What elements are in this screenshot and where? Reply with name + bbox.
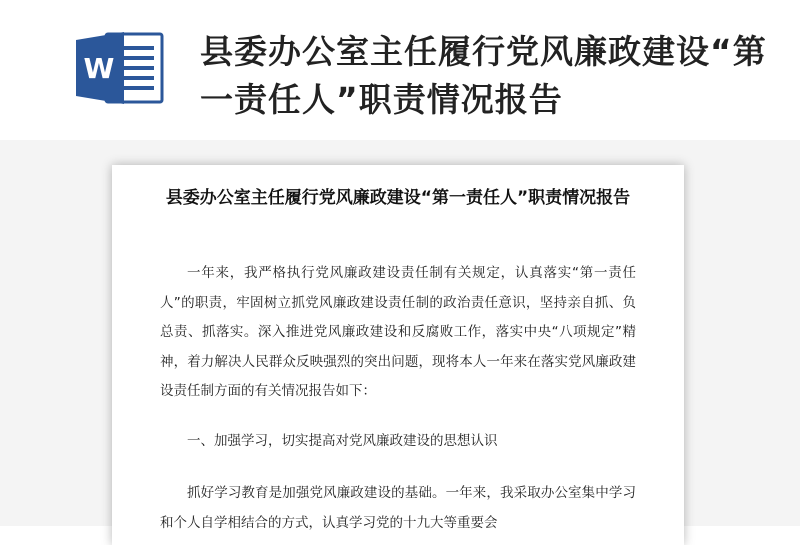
section-heading: 一、加强学习，切实提高对党风廉政建设的思想认识	[187, 433, 498, 449]
word-icon-letter: W	[83, 52, 115, 85]
document-paragraph: 一年来，我严格执行党风廉政建设责任制有关规定，认真落实“第一责任人”的职责，牢固树立抓党风廉政建设责任制的政治责任意识，坚持亲自抓、负总责、抓落实。深入推进党风廉政建设和反腐败工作，落实中央“八项规定”精神，着力解决人民群众反映强烈的突出问题，现将本人一年来在落实党风廉政建设责任制方面的有关情况报告如下：	[160, 265, 636, 399]
microsoft-word-icon	[72, 28, 168, 108]
document-title: 县委办公室主任履行党风廉政建设“第一责任人”职责情况报告	[165, 188, 631, 208]
document-page	[112, 165, 684, 545]
document-paragraph: 抓好学习教育是加强党风廉政建设的基础。一年来，我采取办公室集中学习和个人自学相结合的方式，认真学习党的十九大等重要会	[160, 485, 636, 531]
header	[0, 0, 800, 140]
page-title: 县委办公室主任履行党风廉政建设“第一责任人”职责情况报告	[200, 32, 767, 119]
